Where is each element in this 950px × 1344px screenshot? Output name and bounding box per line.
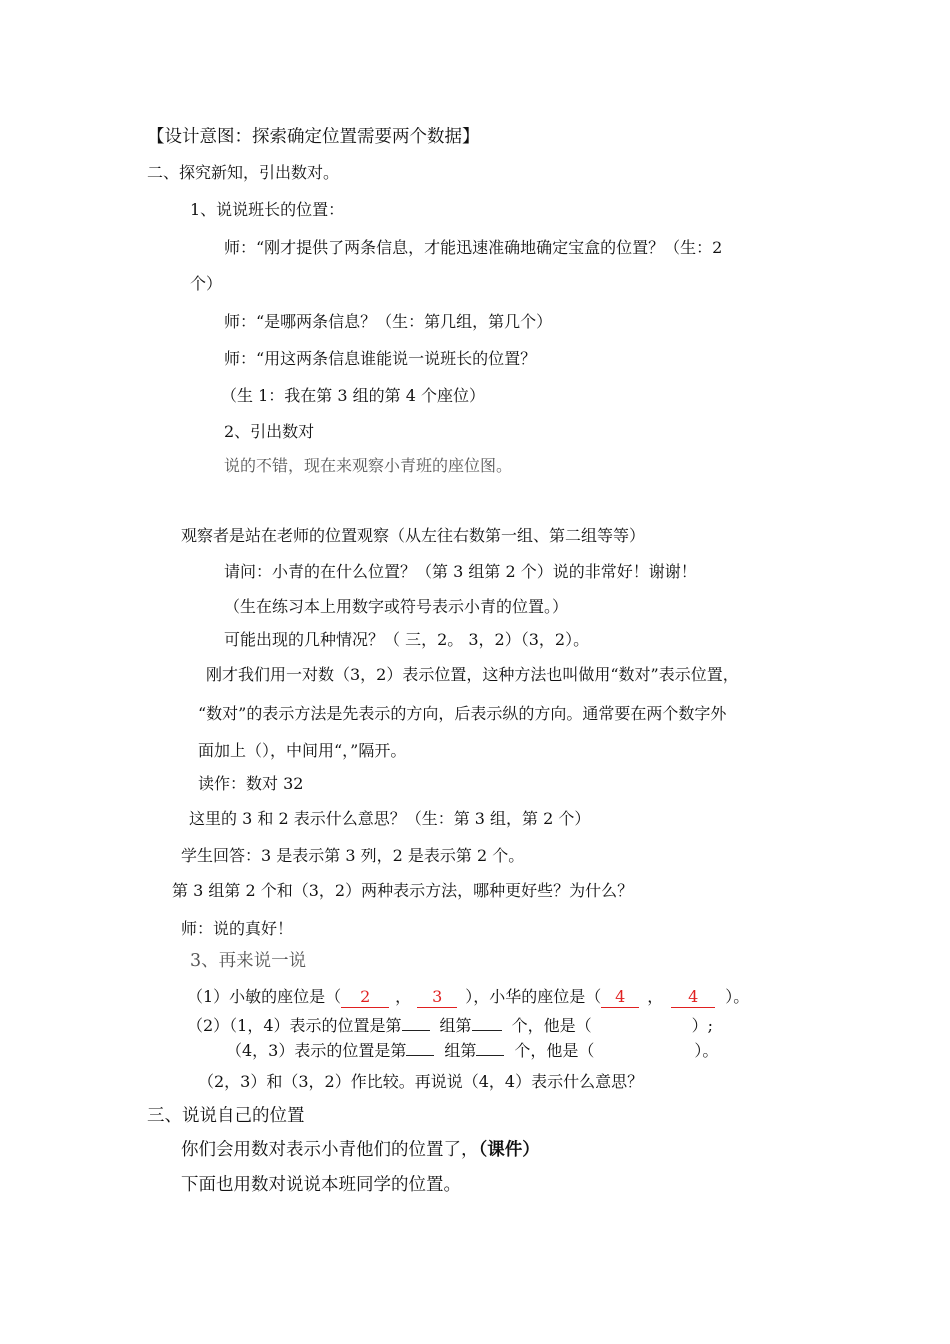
courseware-note: （课件） — [478, 1140, 540, 1160]
read-as: 读作：数对 32 — [198, 774, 304, 793]
exercise-2-mid-1: 组第 — [439, 1016, 472, 1035]
ask-xiaoqing: 请问：小青的在什么位置？（第 3 组第 2 个）说的非常好！谢谢！ — [224, 562, 697, 581]
answer-blank-2: 3 — [417, 988, 457, 1008]
exercise-2 — [187, 1011, 713, 1037]
exercise-3-suffix: ）。 — [694, 1041, 719, 1060]
exercise-3-prefix: （4，3）表示的位置是第 — [226, 1041, 407, 1060]
compare-question: 第 3 组第 2 个和（3，2）两种表示方法，哪种更好些？为什么？ — [172, 881, 634, 900]
practice-note: （生在练习本上用数字或符号表示小青的位置。） — [224, 597, 569, 616]
exercise-3-mid-1: 组第 — [444, 1041, 477, 1060]
student-answer: 学生回答：3 是表示第 3 列，2 是表示第 2 个。 — [181, 846, 525, 865]
section2-title: 二、探究新知，引出数对。 — [147, 163, 340, 182]
section3-line-1 — [181, 1138, 540, 1162]
explain-line-3: 面加上（），中间用“，”隔开。 — [198, 741, 407, 760]
section3-line-1-text: 你们会用数对表示小青他们的位置了， — [181, 1140, 479, 1160]
observer-note: 观察者是站在老师的位置观察（从左往右数第一组、第二组等等） — [181, 526, 646, 545]
exercise-3-mid-2: 个，他是（ — [514, 1041, 595, 1060]
exercise-3-blank-group — [406, 1036, 434, 1056]
exercise-2-prefix: （2）（1，4）表示的位置是第 — [187, 1016, 402, 1035]
exercise-1-mid: ），小华的座位是（ — [465, 987, 602, 1006]
exercise-2-mid-2: 个，他是（ — [511, 1016, 592, 1035]
explain-line-2: “数对”的表示方法是先表示的方向，后表示纵的方向。通常要在两个数字外 — [198, 704, 727, 723]
exercise-1-sep-1: ， — [395, 987, 412, 1006]
teacher-praise: 师：说的真好！ — [181, 919, 294, 938]
sub2-title: 2、引出数对 — [224, 422, 315, 441]
exercise-1-prefix: （1）小敏的座位是（ — [187, 987, 342, 1006]
exercise-3-blank-seat — [476, 1036, 504, 1056]
sub1-title: 1、说说班长的位置： — [190, 200, 345, 219]
section3-line-2: 下面也用数对说说本班同学的位置。 — [181, 1175, 461, 1195]
exercise-2-blank-group — [402, 1011, 430, 1031]
teacher-question-2: 师：“是哪两条信息？（生：第几组，第几个） — [224, 312, 553, 331]
possible-cases: 可能出现的几种情况？（ 三，2。 3，2）（3，2）。 — [224, 630, 590, 649]
compare-pairs: （2，3）和（3，2）作比较。再说说（4，4）表示什么意思？ — [198, 1072, 644, 1091]
explain-line-1: 刚才我们用一对数（3，2）表示位置，这种方法也叫做用“数对”表示位置， — [206, 665, 739, 684]
teacher-question-1-cont: 个） — [190, 274, 223, 293]
exercise-1-sep-2: ， — [647, 987, 664, 1006]
observe-intro: 说的不错，现在来观察小青班的座位图。 — [224, 456, 513, 475]
exercise-1-suffix: ）。 — [725, 987, 750, 1006]
exercise-2-blank-seat — [472, 1011, 502, 1031]
sub3-title: 3、再来说一说 — [190, 951, 307, 971]
section3-title: 三、说说自己的位置 — [147, 1106, 305, 1126]
exercise-1 — [187, 986, 749, 1008]
answer-blank-4: 4 — [671, 988, 715, 1008]
meaning-question: 这里的 3 和 2 表示什么意思？（生：第 3 组，第 2 个） — [189, 809, 591, 828]
answer-blank-1: 2 — [341, 988, 389, 1008]
design-intent: 【设计意图：探索确定位置需要两个数据】 — [147, 127, 480, 147]
answer-blank-3: 4 — [601, 988, 639, 1008]
teacher-question-3: 师：“用这两条信息谁能说一说班长的位置？ — [224, 349, 537, 368]
exercise-3 — [226, 1036, 718, 1062]
exercise-2-suffix: ）; — [691, 1016, 713, 1035]
teacher-question-1: 师：“刚才提供了两条信息，才能迅速准确地确定宝盒的位置？（生：2 — [224, 238, 723, 257]
student-1-answer: （生 1：我在第 3 组的第 4 个座位） — [221, 386, 485, 405]
